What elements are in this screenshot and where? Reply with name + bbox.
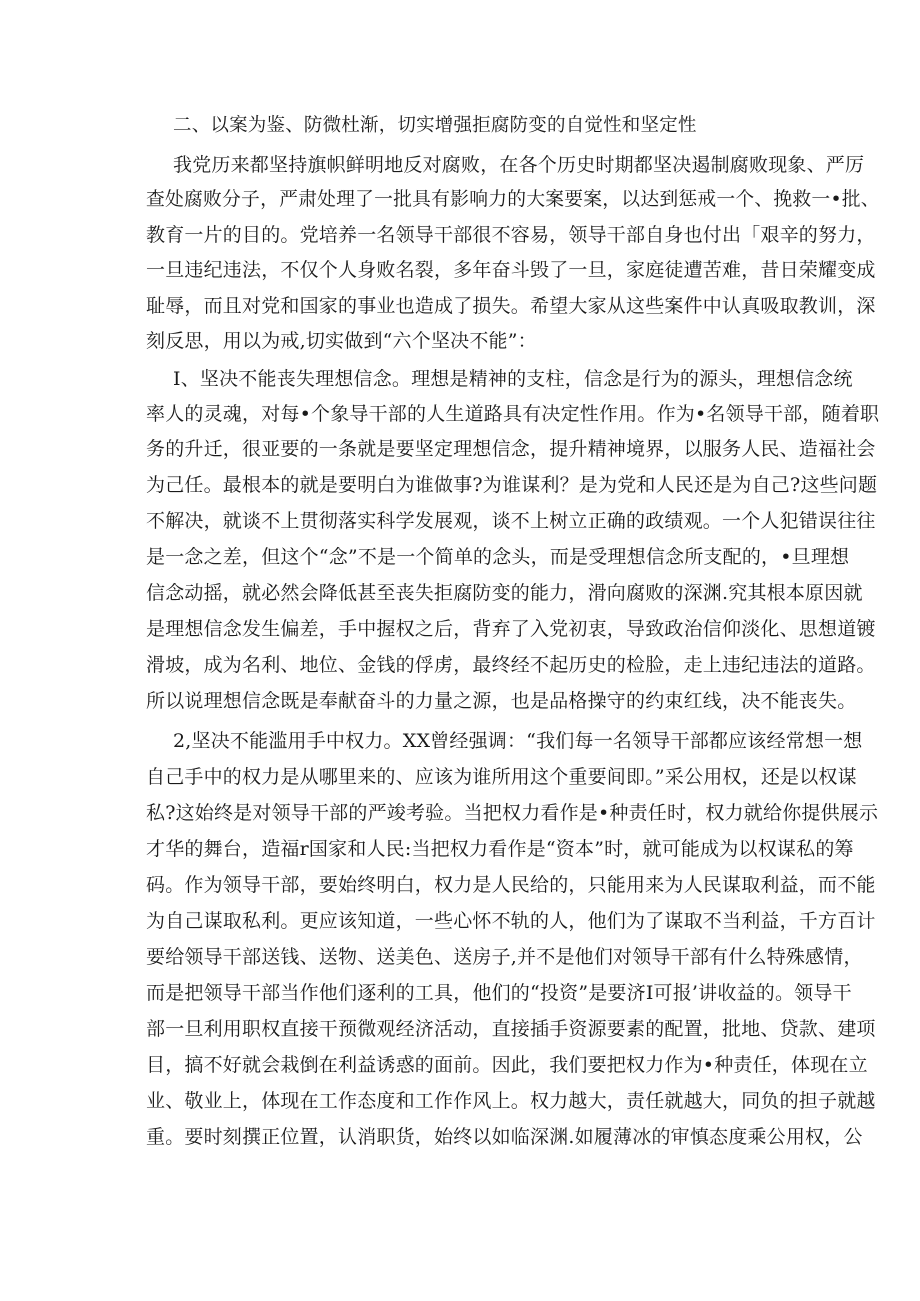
paragraph-3-line-5: 码。作为领导干部，要始终明白，权力是人民给的，只能用来为人民谋取利益，而不能 <box>146 874 876 896</box>
paragraph-3-line-9: 部一旦利用职权直接干预微观经济活动，直接插手资源要素的配置，批地、贷款、建项 <box>146 1018 876 1040</box>
paragraph-2-line-6: 是一念之差，但这个“念”不是一个简单的念头，而是受理想信念所支配的，•旦理想 <box>146 546 850 568</box>
paragraph-2-line-5: 不解决，就谈不上贯彻落实科学发展观，谈不上树立正确的政绩观。一个人犯错误往往 <box>146 510 876 532</box>
paragraph-1-line-5: 耻辱，而且对党和国家的事业也造成了损失。希望大家从这些案件中认真吸取教训，深 <box>146 295 876 317</box>
paragraph-2-line-1: I、坚决不能丧失理想信念。理想是精神的支柱，信念是行为的源头，理想信念统 <box>173 368 853 390</box>
section-heading: 二、以案为鉴、防微杜渐，切实增强拒腐防变的自觉性和坚定性 <box>173 115 697 136</box>
paragraph-3-line-6: 为自己谋取私利。更应该知道，一些心怀不轨的人，他们为了谋取不当利益，千方百计 <box>146 910 876 932</box>
paragraph-3-line-1: 2,坚决不能滥用手中权力。XX曾经强调：“我们每一名领导干部都应该经常想一想 <box>173 730 863 752</box>
paragraph-3-line-10: 目，搞不好就会栽倒在利益诱惑的面前。因此，我们要把权力作为•种责任，体现在立 <box>146 1054 868 1076</box>
paragraph-2-line-2: 率人的灵魂，对每•个象导干部的人生道路具有决定性作用。作为•名领导干部，随着职 <box>146 403 880 425</box>
paragraph-3-line-7: 要给领导干部送钱、送物、送美色、送房子,并不是他们对领导干部有什么特殊感情， <box>146 946 863 968</box>
paragraph-2-line-8: 是理想信念发生偏差，手中握权之后，背弃了入党初衷，导致政治信仰淡化、思想道镀 <box>146 618 876 640</box>
paragraph-3-line-8: 而是把领导干部当作他们逐利的工具，他们的“投资”是要济I可报’讲收益的。领导干 <box>146 982 852 1004</box>
paragraph-1-line-4: 一旦违纪违法，不仅个人身败名裂，多年奋斗毁了一旦，家庭徒遭苦难，昔日荣耀变成 <box>146 259 876 281</box>
paragraph-3-line-12: 重。要时刻撰正位置，认消职货，始终以如临深渊.如履薄冰的审慎态度乘公用权，公 <box>146 1126 863 1148</box>
paragraph-2-line-3: 务的升迁，很亚要的一条就是要坚定理想信念，提升精神境界，以服务人民、造福社会 <box>146 438 876 460</box>
paragraph-3-line-2: 自己手中的权力是从哪里来的、应该为谁所用这个重要间即。”采公用权，还是以权谋 <box>146 766 857 788</box>
paragraph-1-line-1: 我党历来都坚持旗帜鲜明地反对腐败，在各个历史时期都坚决遏制腐败现象、严厉 <box>173 154 865 176</box>
paragraph-2-line-7: 信念动摇，就必然会降低甚至丧失拒腐防变的能力，滑向腐败的深渊.究其根本原因就 <box>146 582 863 604</box>
paragraph-2-line-9: 滑坡，成为名利、地位、金钱的俘虏，最终经不起历史的检脸，走上违纪违法的道路。 <box>146 654 876 676</box>
paragraph-3-line-3: 私?这始终是对领导干部的严竣考验。当把权力看作是•种责任时，权力就给你提供展示 <box>146 802 879 824</box>
paragraph-1-line-3: 教育一片的目的。党培养一名领导干部很不容易，领导干部自身也付出「艰辛的努力， <box>146 224 876 246</box>
paragraph-2-line-10: 所以说理想信念既是奉献奋斗的力量之源，也是品格操守的约束红线，决不能丧失。 <box>146 690 857 712</box>
paragraph-2-line-4: 为己任。最根本的就是要明白为谁做事?为谁谋利？是为党和人民还是为自己?这些问题 <box>146 474 878 496</box>
paragraph-1-line-6: 刻反思，用以为戒,切实做到“六个坚决不能”： <box>146 330 537 352</box>
paragraph-3-line-4: 才华的舞台，造福r国家和人民:当把权力看作是“资本”时，就可能成为以权谋私的筹 <box>146 838 854 860</box>
paragraph-1-line-2: 查处腐败分子，严肃处理了一批具有影响力的大案要案，以达到惩戒一个、挽救一•批、 <box>146 189 880 210</box>
paragraph-3-line-11: 业、敬业上，体现在工作态度和工作作风上。权力越大，责任就越大，同负的担子就越 <box>146 1090 876 1112</box>
